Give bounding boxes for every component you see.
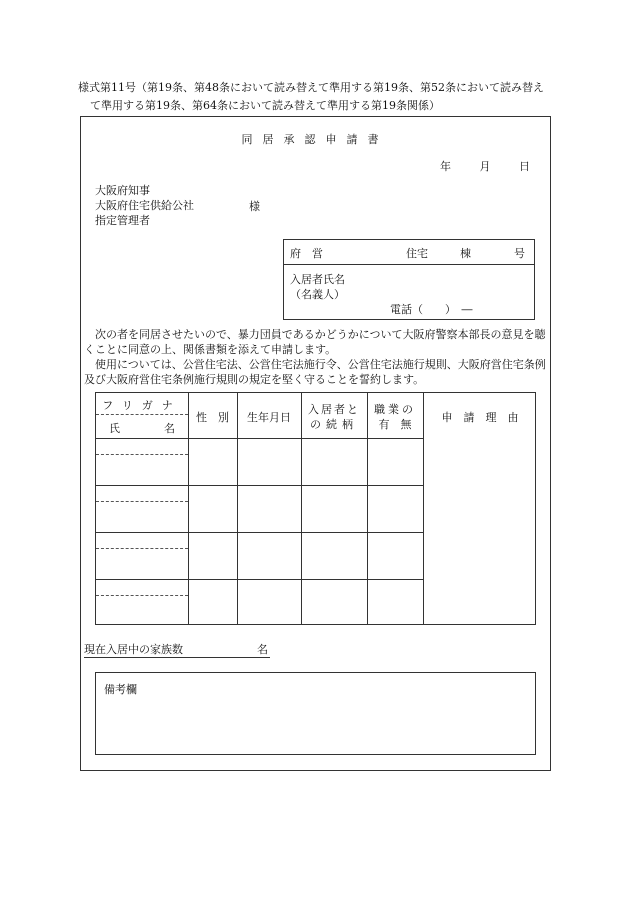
date-year: 年 [440, 160, 451, 173]
form-header [78, 79, 558, 115]
addressee-corporation: 大阪府住宅供給公社 [95, 199, 194, 212]
furigana-divider [96, 548, 188, 549]
housing-address-row[interactable] [284, 240, 534, 265]
addressee-governor: 大阪府知事 [95, 184, 150, 197]
job-header-1: 職業の [374, 403, 416, 416]
phone-label: 電話（ ） ― [390, 303, 473, 316]
jutaku-label: 住宅 [406, 247, 428, 260]
meigi-label: （名義人） [290, 288, 345, 301]
header-line-2: て準用する第19条、第64条において読み替えて準用する第19条関係） [90, 99, 440, 112]
remarks-label: 備考欄 [104, 683, 137, 696]
col-divider [423, 393, 424, 624]
declaration-text [84, 327, 549, 387]
family-count-line[interactable] [84, 641, 270, 658]
resident-name-label: 入居者氏名 [290, 273, 345, 286]
applicant-box[interactable] [283, 239, 535, 320]
furigana-divider [96, 595, 188, 596]
addressee-manager: 指定管理者 [95, 214, 150, 227]
furigana-divider [96, 414, 188, 415]
row-divider [96, 579, 423, 580]
job-header-2: 有 無 [378, 418, 412, 431]
header-bottom-line [96, 438, 423, 439]
col-divider [237, 393, 238, 624]
addressee-block [95, 183, 194, 228]
declaration-para-1: 次の者を同居させたいので、暴力団員であるかどうかについて大阪府警察本部長の意見を聴くことに同意の上、関係書類を添えて申請します。 [84, 328, 546, 356]
row-divider [96, 485, 423, 486]
relation-header-1: 入居者と [308, 403, 360, 416]
gender-header: 性 別 [196, 411, 229, 424]
honorific-sama: 様 [249, 200, 260, 213]
furigana-divider [96, 501, 188, 502]
name-header: 氏 名 [109, 422, 175, 435]
remarks-box[interactable] [95, 672, 536, 755]
header-line-1: 様式第11号（第19条、第48条において読み替えて準用する第19条、第52条において読み替え [78, 81, 544, 94]
birthdate-header: 生年月日 [247, 411, 291, 424]
reason-header: 申 請 理 由 [441, 411, 519, 424]
declaration-para-2: 使用については、公営住宅法、公営住宅法施行令、公営住宅法施行規則、大阪府営住宅条例及び大阪府営住宅条例施行規則の規定を堅く守ることを誓約します。 [84, 358, 546, 386]
date-day: 日 [519, 160, 530, 173]
family-count-unit: 名 [257, 643, 268, 656]
relation-header-2: の続柄 [310, 418, 358, 431]
row-divider [96, 532, 423, 533]
cohabitant-table[interactable] [95, 392, 536, 625]
col-divider [188, 393, 189, 624]
fuei-label: 府 営 [290, 247, 323, 260]
form-title: 同居承認申請書 [241, 133, 389, 146]
family-count-label: 現在入居中の家族数 [84, 643, 183, 656]
furigana-header: フリガナ [102, 399, 182, 412]
date-month: 月 [479, 160, 491, 173]
tou-label: 棟 [460, 247, 471, 260]
date-line[interactable] [440, 158, 530, 174]
furigana-divider [96, 454, 188, 455]
gou-label: 号 [514, 247, 525, 260]
